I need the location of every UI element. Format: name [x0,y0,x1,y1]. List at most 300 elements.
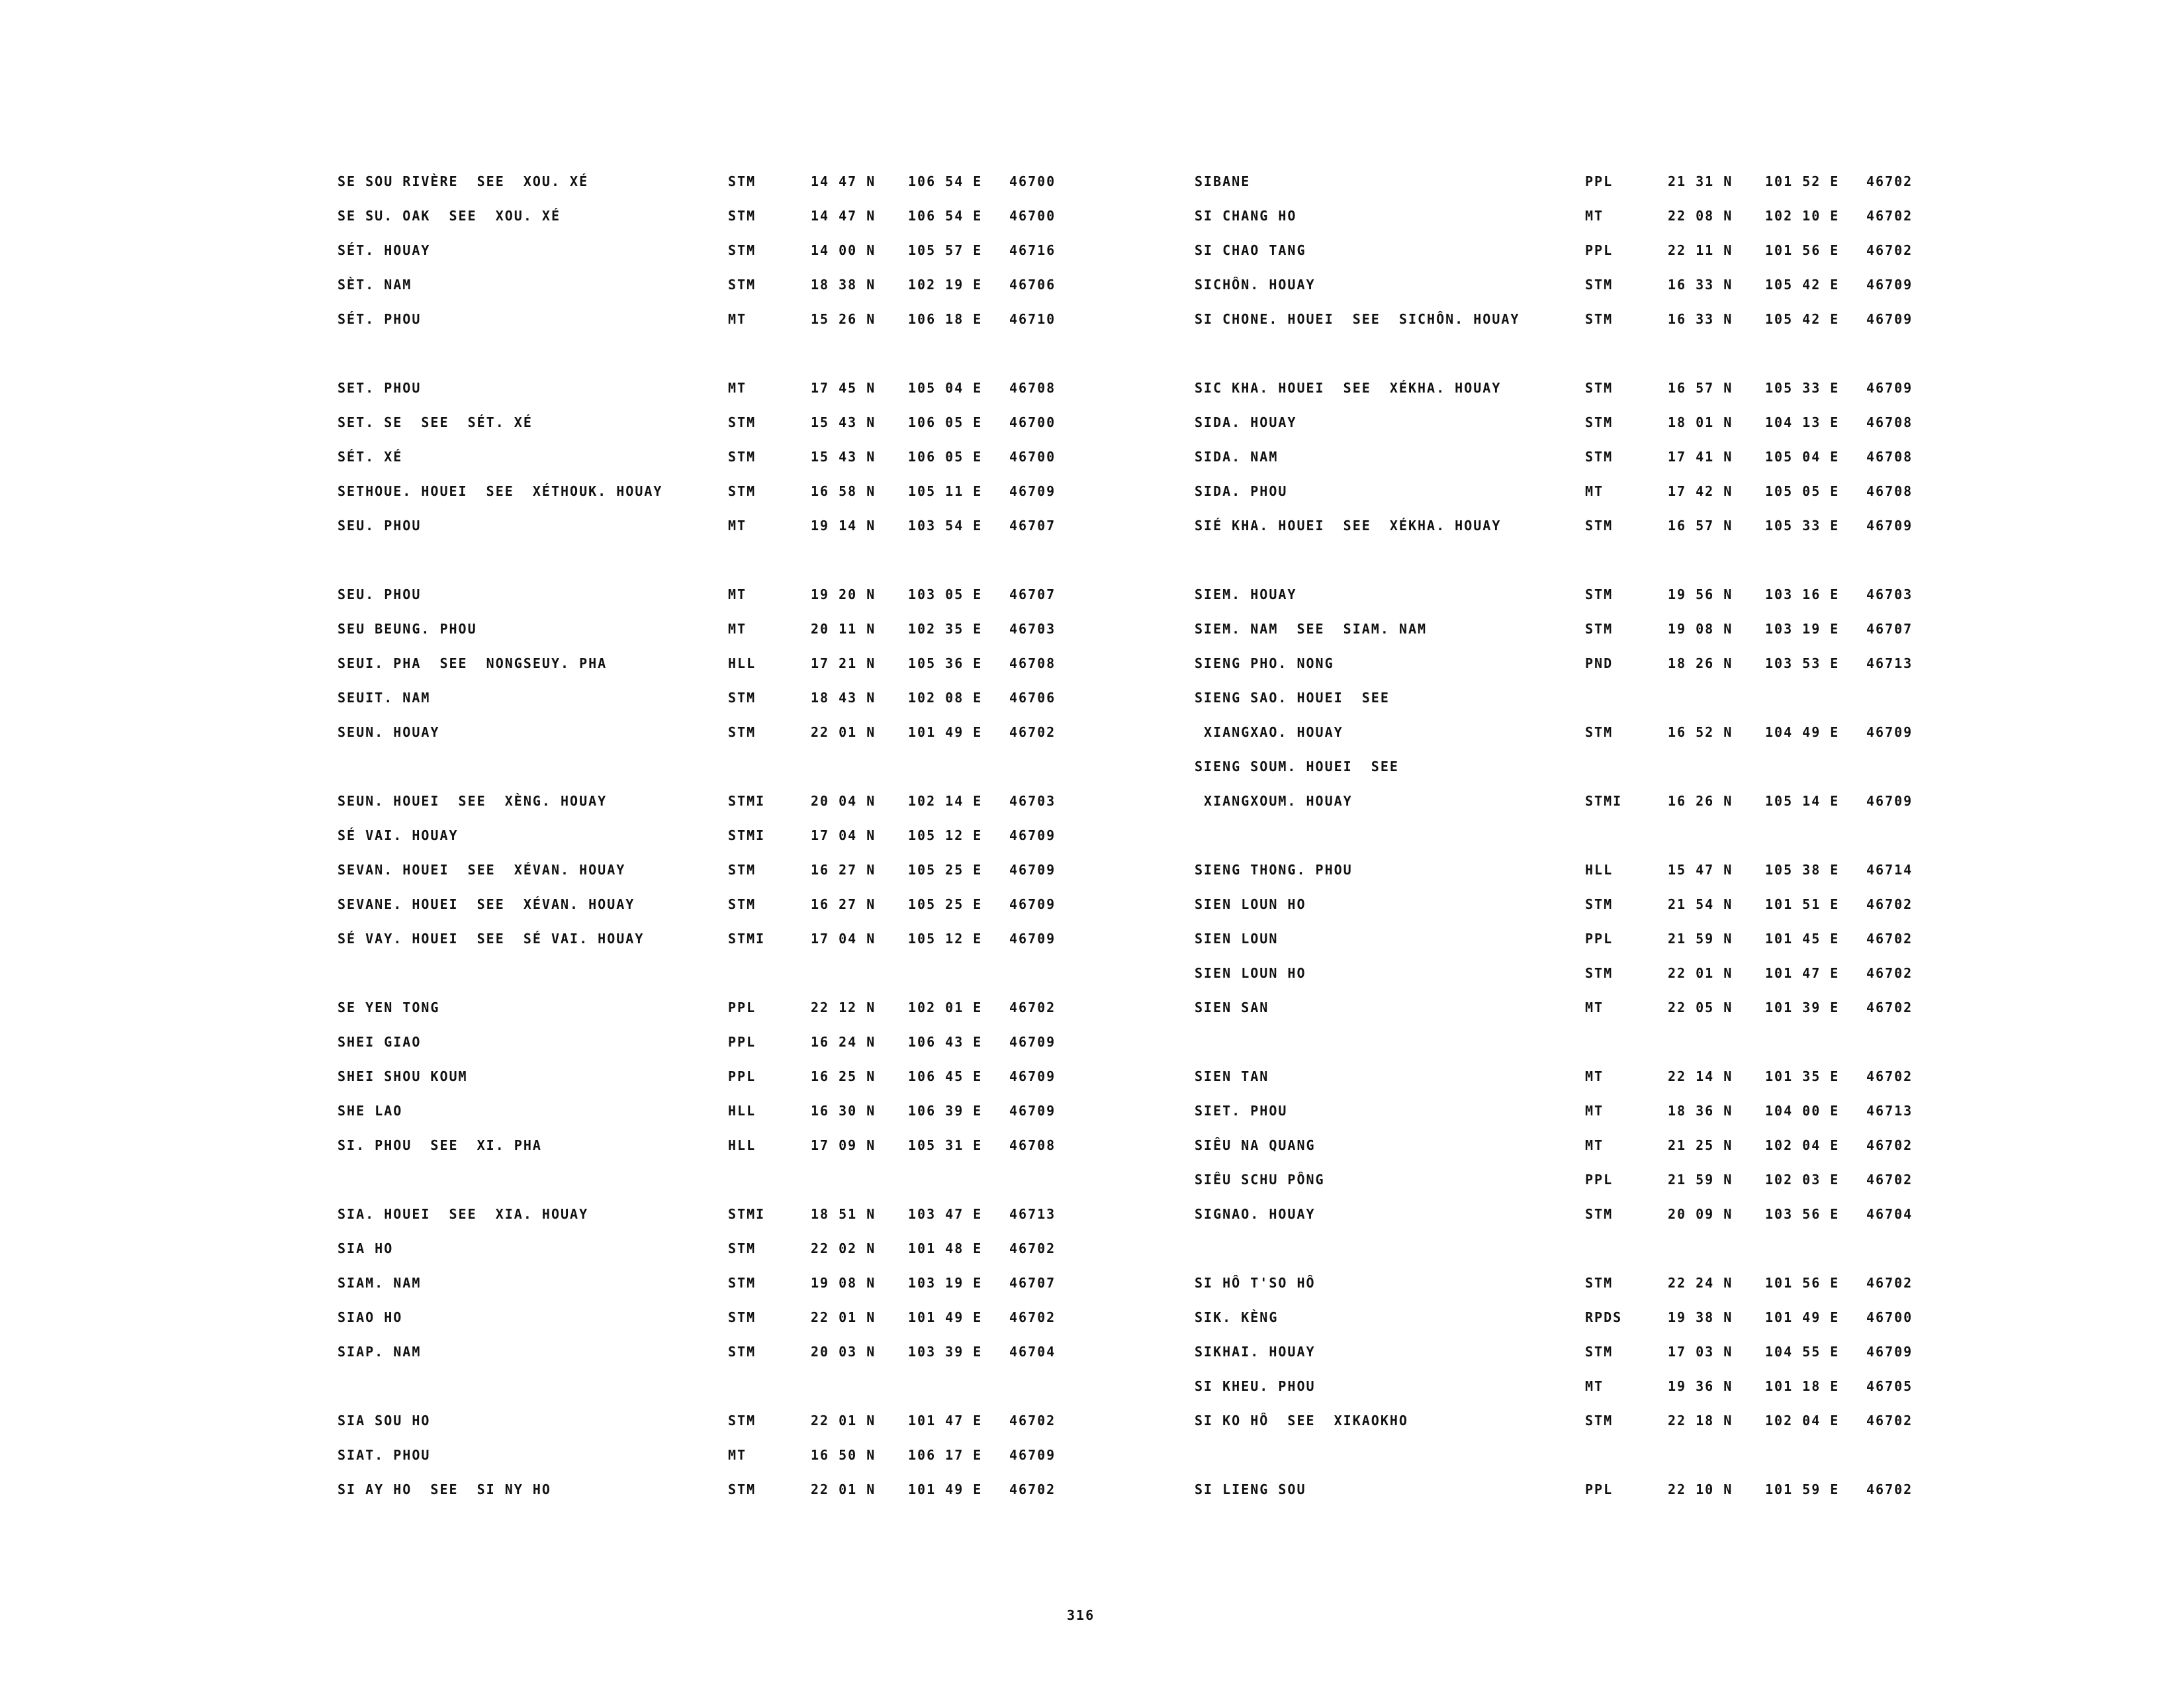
longitude: 103 19 E [1765,621,1840,637]
longitude: 101 45 E [1765,931,1840,947]
longitude: 101 48 E [908,1241,983,1256]
longitude: 104 00 E [1765,1103,1840,1119]
place-name: SHE LAO [338,1103,403,1119]
feature-type: MT [1585,1103,1604,1119]
map-code: 46702 [1866,173,1913,189]
map-code: 46702 [1009,1309,1056,1325]
place-name: SEUIT. NAM [338,690,431,706]
gazetteer-entry [1195,649,2081,683]
map-code: 46702 [1866,1137,1913,1153]
place-name: SIEN LOUN [1195,931,1279,947]
blank-row [338,545,1224,580]
feature-type: STM [1585,896,1614,912]
latitude: 16 27 N [811,896,876,912]
map-code: 46703 [1866,586,1913,602]
longitude: 103 47 E [908,1206,983,1222]
longitude: 101 47 E [1765,965,1840,981]
map-code: 46700 [1009,173,1056,189]
latitude: 21 59 N [1668,1172,1733,1188]
latitude: 14 47 N [811,173,876,189]
latitude: 22 18 N [1668,1413,1733,1429]
gazetteer-entry [1195,511,2081,545]
latitude: 22 12 N [811,1000,876,1015]
feature-type: STM [728,1481,756,1497]
map-code: 46709 [1009,827,1056,843]
place-name: SEVANE. HOUEI SEE XÉVAN. HOUAY [338,896,635,912]
longitude: 102 14 E [908,793,983,809]
place-name: SI KHEU. PHOU [1195,1378,1316,1394]
longitude: 101 35 E [1765,1068,1840,1084]
feature-type: STM [1585,621,1614,637]
place-name: SIK. KÈNG [1195,1309,1279,1325]
place-name: SIGNAO. HOUAY [1195,1206,1316,1222]
longitude: 106 39 E [908,1103,983,1119]
latitude: 16 58 N [811,483,876,499]
feature-type: STM [1585,965,1614,981]
place-name: SIEM. HOUAY [1195,586,1297,602]
feature-type: MT [1585,483,1604,499]
gazetteer-entry [338,1475,1224,1509]
map-code: 46702 [1866,1481,1913,1497]
map-code: 46705 [1866,1378,1913,1394]
longitude: 102 35 E [908,621,983,637]
latitude: 19 08 N [1668,621,1733,637]
feature-type: HLL [728,1137,756,1153]
blank-row [338,752,1224,786]
latitude: 14 00 N [811,242,876,258]
gazetteer-entry [1195,718,2081,752]
gazetteer-entry [338,201,1224,236]
map-code: 46700 [1009,414,1056,430]
gazetteer-entry [1195,1062,2081,1096]
longitude: 102 01 E [908,1000,983,1015]
gazetteer-entry [338,1062,1224,1096]
gazetteer-entry [1195,786,2081,821]
map-code: 46709 [1866,518,1913,534]
place-name: XIANGXOUM. HOUAY [1195,793,1353,809]
place-name: SI HÔ T'SO HÔ [1195,1275,1316,1291]
feature-type: STM [728,208,756,224]
longitude: 101 49 E [908,724,983,740]
feature-type: PPL [1585,242,1614,258]
feature-type: STM [728,690,756,706]
gazetteer-entry [338,924,1224,959]
feature-type: STMI [1585,793,1623,809]
place-name: SEUN. HOUAY [338,724,440,740]
latitude: 22 01 N [1668,965,1733,981]
latitude: 16 27 N [811,862,876,878]
longitude: 101 49 E [908,1309,983,1325]
latitude: 18 38 N [811,277,876,293]
gazetteer-entry [1195,890,2081,924]
place-name: SIAM. NAM [338,1275,422,1291]
place-name: SIENG PHO. NONG [1195,655,1334,671]
place-name: SI. PHOU SEE XI. PHA [338,1137,542,1153]
gazetteer-entry [338,270,1224,305]
longitude: 101 56 E [1765,1275,1840,1291]
blank-row [1195,1234,2081,1268]
place-name: SIEM. NAM SEE SIAM. NAM [1195,621,1428,637]
place-name: SEU. PHOU [338,586,422,602]
map-code: 46707 [1009,586,1056,602]
place-name: SIAP. NAM [338,1344,422,1360]
gazetteer-entry [1195,959,2081,993]
longitude: 103 54 E [908,518,983,534]
latitude: 18 36 N [1668,1103,1733,1119]
gazetteer-entry [338,786,1224,821]
feature-type: STM [1585,1206,1614,1222]
longitude: 102 04 E [1765,1137,1840,1153]
latitude: 22 24 N [1668,1275,1733,1291]
longitude: 106 05 E [908,414,983,430]
longitude: 103 05 E [908,586,983,602]
gazetteer-entry [1195,924,2081,959]
latitude: 21 54 N [1668,896,1733,912]
map-code: 46709 [1866,1344,1913,1360]
gazetteer-entry [1195,683,2081,718]
place-name: SIENG SAO. HOUEI SEE [1195,690,1390,706]
feature-type: STM [728,483,756,499]
latitude: 21 25 N [1668,1137,1733,1153]
gazetteer-entry [1195,1475,2081,1509]
map-code: 46702 [1009,724,1056,740]
gazetteer-entry [338,1337,1224,1372]
map-code: 46702 [1866,1000,1913,1015]
gazetteer-entry [338,890,1224,924]
map-code: 46708 [1009,655,1056,671]
gazetteer-entry [338,1303,1224,1337]
gazetteer-entry [338,236,1224,270]
gazetteer-entry [1195,1199,2081,1234]
map-code: 46702 [1866,208,1913,224]
map-code: 46702 [1009,1000,1056,1015]
latitude: 16 33 N [1668,311,1733,327]
blank-row [1195,821,2081,855]
map-code: 46713 [1009,1206,1056,1222]
place-name: SÉT. HOUAY [338,242,431,258]
map-code: 46702 [1866,242,1913,258]
place-name: SIENG THONG. PHOU [1195,862,1353,878]
feature-type: MT [1585,208,1604,224]
longitude: 105 42 E [1765,311,1840,327]
blank-row [338,959,1224,993]
longitude: 105 04 E [908,380,983,396]
gazetteer-entry [338,1440,1224,1475]
feature-type: STM [1585,380,1614,396]
map-code: 46703 [1009,793,1056,809]
map-code: 46706 [1009,277,1056,293]
place-name: SÉT. XÉ [338,449,403,465]
latitude: 16 30 N [811,1103,876,1119]
longitude: 105 04 E [1765,449,1840,465]
longitude: 101 18 E [1765,1378,1840,1394]
latitude: 15 47 N [1668,862,1733,878]
longitude: 106 54 E [908,208,983,224]
latitude: 20 11 N [811,621,876,637]
feature-type: PPL [728,1034,756,1050]
gazetteer-entry [338,993,1224,1027]
map-code: 46702 [1009,1241,1056,1256]
gazetteer-entry [338,408,1224,442]
gazetteer-entry [338,1234,1224,1268]
latitude: 19 56 N [1668,586,1733,602]
place-name: SIAT. PHOU [338,1447,431,1463]
latitude: 16 57 N [1668,380,1733,396]
gazetteer-entry [1195,580,2081,614]
gazetteer-entry [338,580,1224,614]
feature-type: STM [728,414,756,430]
latitude: 22 08 N [1668,208,1733,224]
map-code: 46709 [1866,793,1913,809]
latitude: 16 50 N [811,1447,876,1463]
latitude: 19 14 N [811,518,876,534]
gazetteer-entry [1195,752,2081,786]
gazetteer-entry [1195,855,2081,890]
latitude: 19 36 N [1668,1378,1733,1394]
place-name: SETHOUE. HOUEI SEE XÉTHOUK. HOUAY [338,483,663,499]
map-code: 46716 [1009,242,1056,258]
place-name: SIÉ KHA. HOUEI SEE XÉKHA. HOUAY [1195,518,1502,534]
latitude: 22 02 N [811,1241,876,1256]
feature-type: RPDS [1585,1309,1623,1325]
place-name: SE SU. OAK SEE XOU. XÉ [338,208,561,224]
map-code: 46709 [1009,483,1056,499]
latitude: 19 20 N [811,586,876,602]
latitude: 16 33 N [1668,277,1733,293]
feature-type: STM [728,1344,756,1360]
feature-type: STM [1585,724,1614,740]
gazetteer-entry [338,1199,1224,1234]
feature-type: STM [1585,1275,1614,1291]
place-name: SHEI SHOU KOUM [338,1068,468,1084]
map-code: 46709 [1009,862,1056,878]
map-code: 46713 [1866,1103,1913,1119]
feature-type: PPL [728,1000,756,1015]
gazetteer-entry [1195,993,2081,1027]
map-code: 46702 [1866,931,1913,947]
feature-type: PPL [728,1068,756,1084]
longitude: 102 08 E [908,690,983,706]
map-code: 46709 [1866,724,1913,740]
gazetteer-entry [1195,477,2081,511]
longitude: 101 52 E [1765,173,1840,189]
feature-type: STM [1585,518,1614,534]
place-name: SIDA. NAM [1195,449,1279,465]
place-name: SI CHAO TANG [1195,242,1306,258]
longitude: 103 56 E [1765,1206,1840,1222]
place-name: XIANGXAO. HOUAY [1195,724,1343,740]
feature-type: MT [1585,1068,1604,1084]
longitude: 103 39 E [908,1344,983,1360]
place-name: SÉ VAY. HOUEI SEE SÉ VAI. HOUAY [338,931,645,947]
gazetteer-entry [338,1131,1224,1165]
gazetteer-entry [338,305,1224,339]
longitude: 103 16 E [1765,586,1840,602]
feature-type: STMI [728,793,766,809]
gazetteer-entry [338,1406,1224,1440]
gazetteer-entry [1195,408,2081,442]
feature-type: STM [728,896,756,912]
place-name: SIA HO [338,1241,394,1256]
blank-row [1195,1440,2081,1475]
feature-type: PND [1585,655,1614,671]
latitude: 20 04 N [811,793,876,809]
latitude: 22 01 N [811,1481,876,1497]
gazetteer-entry [338,477,1224,511]
latitude: 22 01 N [811,1413,876,1429]
latitude: 15 43 N [811,414,876,430]
longitude: 106 45 E [908,1068,983,1084]
latitude: 16 57 N [1668,518,1733,534]
longitude: 104 13 E [1765,414,1840,430]
longitude: 101 59 E [1765,1481,1840,1497]
latitude: 17 04 N [811,827,876,843]
gazetteer-entry [338,373,1224,408]
feature-type: PPL [1585,173,1614,189]
gazetteer-entry [1195,1406,2081,1440]
latitude: 16 24 N [811,1034,876,1050]
map-code: 46709 [1009,1103,1056,1119]
place-name: SIA SOU HO [338,1413,431,1429]
feature-type: STMI [728,931,766,947]
longitude: 105 11 E [908,483,983,499]
feature-type: MT [728,518,747,534]
longitude: 106 05 E [908,449,983,465]
place-name: SI CHANG HO [1195,208,1297,224]
place-name: SET. PHOU [338,380,422,396]
gazetteer-entry [338,442,1224,477]
feature-type: STM [1585,414,1614,430]
place-name: SI AY HO SEE SI NY HO [338,1481,551,1497]
longitude: 105 12 E [908,931,983,947]
map-code: 46702 [1866,1172,1913,1188]
gazetteer-entry [338,718,1224,752]
gazetteer-entry [1195,270,2081,305]
map-code: 46703 [1009,621,1056,637]
feature-type: MT [728,621,747,637]
longitude: 105 42 E [1765,277,1840,293]
map-code: 46702 [1866,1413,1913,1429]
place-name: SIÊU NA QUANG [1195,1137,1316,1153]
longitude: 104 49 E [1765,724,1840,740]
feature-type: STM [728,242,756,258]
longitude: 105 05 E [1765,483,1840,499]
blank-row [1195,339,2081,373]
place-name: SIDA. PHOU [1195,483,1288,499]
longitude: 105 36 E [908,655,983,671]
place-name: SE SOU RIVÈRE SEE XOU. XÉ [338,173,589,189]
place-name: SIET. PHOU [1195,1103,1288,1119]
latitude: 16 26 N [1668,793,1733,809]
gazetteer-entry [1195,1372,2081,1406]
map-code: 46709 [1866,311,1913,327]
feature-type: STM [728,724,756,740]
latitude: 18 26 N [1668,655,1733,671]
map-code: 46709 [1009,1034,1056,1050]
map-code: 46708 [1866,414,1913,430]
longitude: 105 57 E [908,242,983,258]
latitude: 18 51 N [811,1206,876,1222]
longitude: 101 51 E [1765,896,1840,912]
longitude: 101 47 E [908,1413,983,1429]
feature-type: HLL [728,655,756,671]
place-name: SÉT. PHOU [338,311,422,327]
latitude: 17 04 N [811,931,876,947]
latitude: 15 26 N [811,311,876,327]
map-code: 46700 [1009,208,1056,224]
latitude: 16 52 N [1668,724,1733,740]
gazetteer-entry [338,1268,1224,1303]
longitude: 101 56 E [1765,242,1840,258]
place-name: SET. SE SEE SÉT. XÉ [338,414,533,430]
right-column [1195,167,2081,1509]
latitude: 22 10 N [1668,1481,1733,1497]
map-code: 46702 [1009,1481,1056,1497]
feature-type: STM [1585,277,1614,293]
place-name: SIC KHA. HOUEI SEE XÉKHA. HOUAY [1195,380,1502,396]
map-code: 46702 [1866,896,1913,912]
left-column [338,167,1224,1509]
feature-type: STM [1585,449,1614,465]
map-code: 46710 [1009,311,1056,327]
longitude: 105 25 E [908,896,983,912]
gazetteer-entry [338,1027,1224,1062]
map-code: 46702 [1866,965,1913,981]
latitude: 17 21 N [811,655,876,671]
feature-type: MT [728,380,747,396]
latitude: 17 09 N [811,1137,876,1153]
feature-type: MT [1585,1378,1604,1394]
gazetteer-entry [1195,442,2081,477]
place-name: SIAO HO [338,1309,403,1325]
map-code: 46709 [1866,380,1913,396]
longitude: 106 43 E [908,1034,983,1050]
longitude: 102 19 E [908,277,983,293]
longitude: 102 04 E [1765,1413,1840,1429]
longitude: 103 53 E [1765,655,1840,671]
place-name: SEUN. HOUEI SEE XÈNG. HOUAY [338,793,608,809]
latitude: 22 01 N [811,1309,876,1325]
feature-type: STM [1585,1344,1614,1360]
gazetteer-entry [338,821,1224,855]
map-code: 46714 [1866,862,1913,878]
longitude: 105 33 E [1765,518,1840,534]
map-code: 46708 [1866,449,1913,465]
feature-type: MT [1585,1000,1604,1015]
longitude: 105 14 E [1765,793,1840,809]
gazetteer-entry [1195,236,2081,270]
map-code: 46702 [1866,1275,1913,1291]
gazetteer-entry [1195,1165,2081,1199]
map-code: 46702 [1866,1068,1913,1084]
place-name: SIENG SOUM. HOUEI SEE [1195,759,1399,774]
gazetteer-entry [1195,305,2081,339]
gazetteer-entry [1195,1337,2081,1372]
latitude: 16 25 N [811,1068,876,1084]
latitude: 15 43 N [811,449,876,465]
latitude: 18 01 N [1668,414,1733,430]
gazetteer-entry [338,511,1224,545]
gazetteer-entry [338,855,1224,890]
gazetteer-entry [1195,201,2081,236]
feature-type: STM [1585,586,1614,602]
gazetteer-entry [1195,1096,2081,1131]
feature-type: STM [728,277,756,293]
longitude: 101 39 E [1765,1000,1840,1015]
gazetteer-entry [338,614,1224,649]
gazetteer-entry [1195,614,2081,649]
longitude: 106 17 E [908,1447,983,1463]
